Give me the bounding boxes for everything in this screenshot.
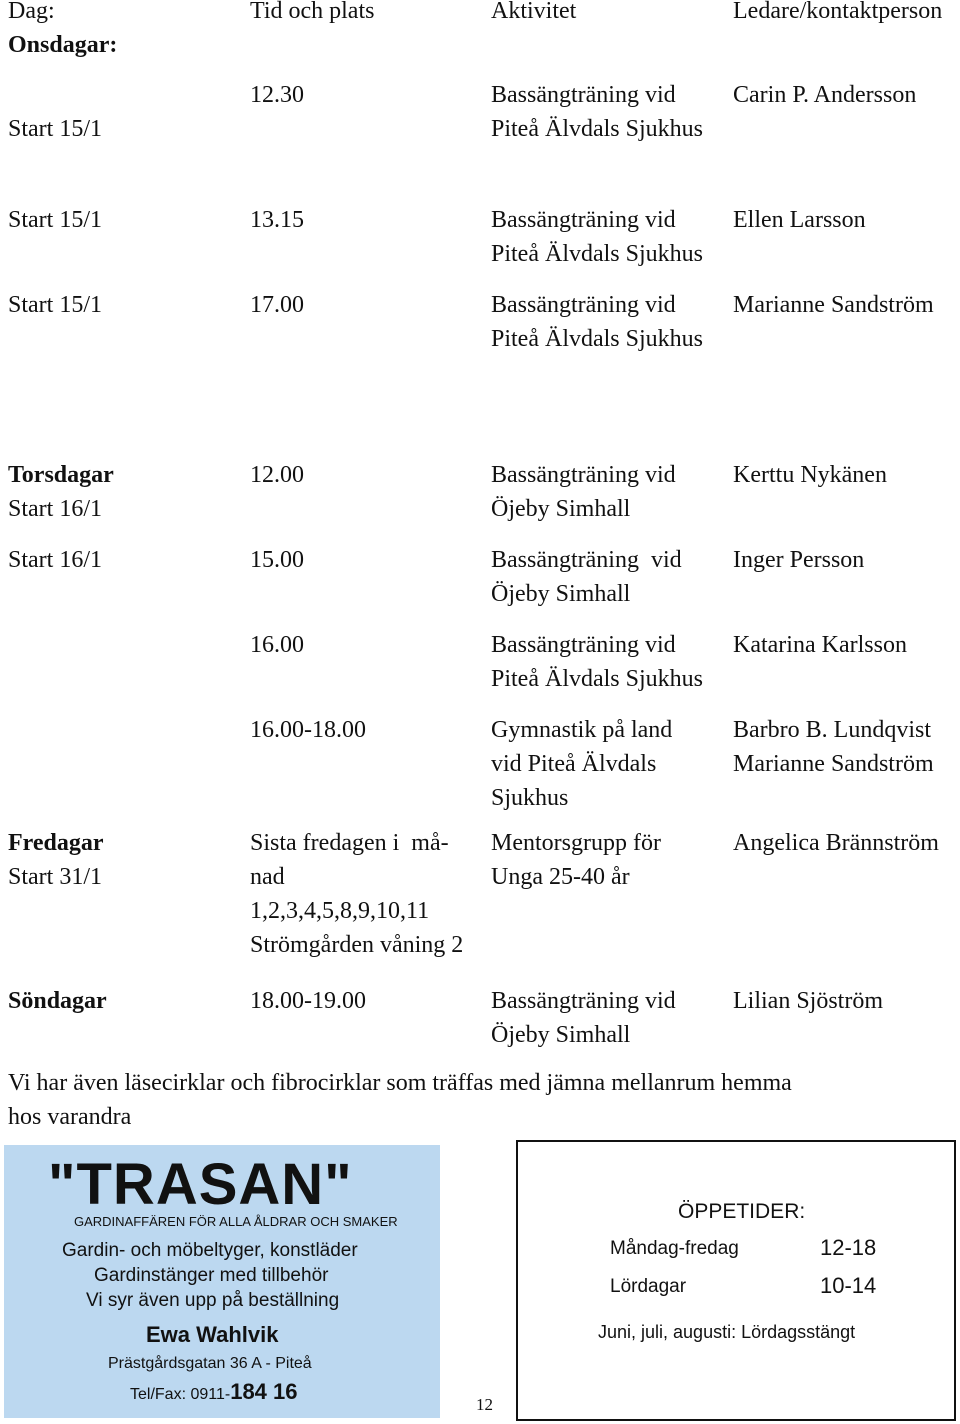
ad-opening-hours	[516, 1140, 956, 1421]
day-sunday: Söndagar	[8, 988, 107, 1014]
fri-time-2: nad	[250, 864, 285, 890]
ad-hours-title: ÖPPETIDER:	[678, 1200, 806, 1223]
ad-trasan-owner: Ewa Wahlvik	[146, 1322, 279, 1347]
thu-row1-time: 12.00	[250, 462, 304, 488]
wed-row1-activity-2: Piteå Älvdals Sjukhus	[491, 116, 704, 142]
wed-row2-start: Start 15/1	[8, 207, 102, 233]
day-wednesday: Onsdagar:	[8, 32, 118, 58]
ad-trasan-name: "TRASAN"	[48, 1152, 353, 1217]
sun-activity-1: Bassängträning vid	[491, 988, 676, 1014]
thu-row4-leader-2: Marianne Sandström	[733, 751, 934, 777]
fri-time-3: 1,2,3,4,5,8,9,10,11	[250, 898, 430, 924]
ad-trasan-phone	[130, 1379, 298, 1408]
thu-row1-activity-1: Bassängträning vid	[491, 462, 676, 488]
sun-time: 18.00-19.00	[250, 988, 366, 1014]
ad-hours-saturday-hours: 10-14	[820, 1273, 877, 1298]
fri-activity-1: Mentorsgrupp för	[491, 830, 661, 856]
thu-row1-activity-2: Öjeby Simhall	[491, 496, 631, 522]
wed-row2-activity-1: Bassängträning vid	[491, 207, 676, 233]
ad-trasan-line-3: Vi syr även upp på beställning	[86, 1290, 340, 1311]
thu-row2-activity-2: Öjeby Simhall	[491, 581, 631, 607]
wed-row1-activity-1: Bassängträning vid	[491, 82, 676, 108]
ad-trasan-line-1: Gardin- och möbeltyger, konstläder	[62, 1240, 358, 1261]
thu-row1-start: Start 16/1	[8, 496, 102, 522]
header-time-place: Tid och plats	[250, 0, 375, 24]
note-line-1: Vi har även läsecirklar och fibrocirklar som träffas med jämna mellanrum hemma	[8, 1070, 792, 1096]
wed-row3-activity-1: Bassängträning vid	[491, 292, 676, 318]
thu-row2-start: Start 16/1	[8, 547, 102, 573]
ad-hours-summer-note: Juni, juli, augusti: Lördagsstängt	[598, 1322, 856, 1342]
thu-row4-leader-1: Barbro B. Lundqvist	[733, 717, 931, 743]
wed-row1-leader: Carin P. Andersson	[733, 82, 917, 108]
thu-row4-activity-1: Gymnastik på land	[491, 717, 673, 743]
ad-trasan-tagline: GARDINAFFÄREN FÖR ALLA ÅLDRAR OCH SMAKER	[74, 1214, 398, 1229]
ad-trasan-phone-number: 184 16	[230, 1379, 298, 1404]
thu-row3-time: 16.00	[250, 632, 304, 658]
wed-row2-time: 13.15	[250, 207, 304, 233]
header-leader: Ledare/kontaktperson	[733, 0, 943, 24]
thu-row2-activity-1: Bassängträning vid	[491, 547, 682, 573]
fri-leader: Angelica Brännström	[733, 830, 939, 856]
fri-time-4: Strömgården våning 2	[250, 932, 464, 958]
thu-row4-activity-2: vid Piteå Älvdals	[491, 751, 657, 777]
thu-row2-time: 15.00	[250, 547, 304, 573]
thu-row4-time: 16.00-18.00	[250, 717, 366, 743]
sun-leader: Lilian Sjöström	[733, 988, 883, 1014]
fri-start: Start 31/1	[8, 864, 102, 890]
wed-row1-time: 12.30	[250, 82, 304, 108]
ad-hours-weekday-label: Måndag-fredag	[610, 1238, 739, 1259]
thu-row3-leader: Katarina Karlsson	[733, 632, 907, 658]
ad-trasan	[4, 1145, 440, 1418]
day-friday: Fredagar	[8, 830, 104, 856]
ad-trasan-address: Prästgårdsgatan 36 A - Piteå	[108, 1355, 312, 1372]
wed-row3-time: 17.00	[250, 292, 304, 318]
thu-row3-activity-2: Piteå Älvdals Sjukhus	[491, 666, 704, 692]
fri-activity-2: Unga 25-40 år	[491, 864, 630, 890]
wed-row1-start: Start 15/1	[8, 116, 102, 142]
thu-row1-leader: Kerttu Nykänen	[733, 462, 887, 488]
thu-row2-leader: Inger Persson	[733, 547, 865, 573]
page-number: 12	[476, 1395, 493, 1414]
wed-row3-leader: Marianne Sandström	[733, 292, 934, 318]
sun-activity-2: Öjeby Simhall	[491, 1022, 631, 1048]
ad-trasan-phone-label: Tel/Fax: 0911-	[130, 1386, 231, 1403]
header-activity: Aktivitet	[491, 0, 577, 24]
thu-row3-activity-1: Bassängträning vid	[491, 632, 676, 658]
header-day: Dag:	[8, 0, 55, 24]
thu-row4-activity-3: Sjukhus	[491, 785, 569, 811]
fri-time-1: Sista fredagen i må-	[250, 830, 449, 856]
note-line-2: hos varandra	[8, 1104, 132, 1130]
wed-row2-activity-2: Piteå Älvdals Sjukhus	[491, 241, 704, 267]
ad-trasan-line-2: Gardinstänger med tillbehör	[94, 1265, 329, 1286]
wed-row3-start: Start 15/1	[8, 292, 102, 318]
wed-row3-activity-2: Piteå Älvdals Sjukhus	[491, 326, 704, 352]
wed-row2-leader: Ellen Larsson	[733, 207, 866, 233]
ad-hours-weekday-hours: 12-18	[820, 1235, 877, 1260]
ad-hours-saturday-label: Lördagar	[610, 1276, 687, 1297]
day-thursday: Torsdagar	[8, 462, 114, 488]
